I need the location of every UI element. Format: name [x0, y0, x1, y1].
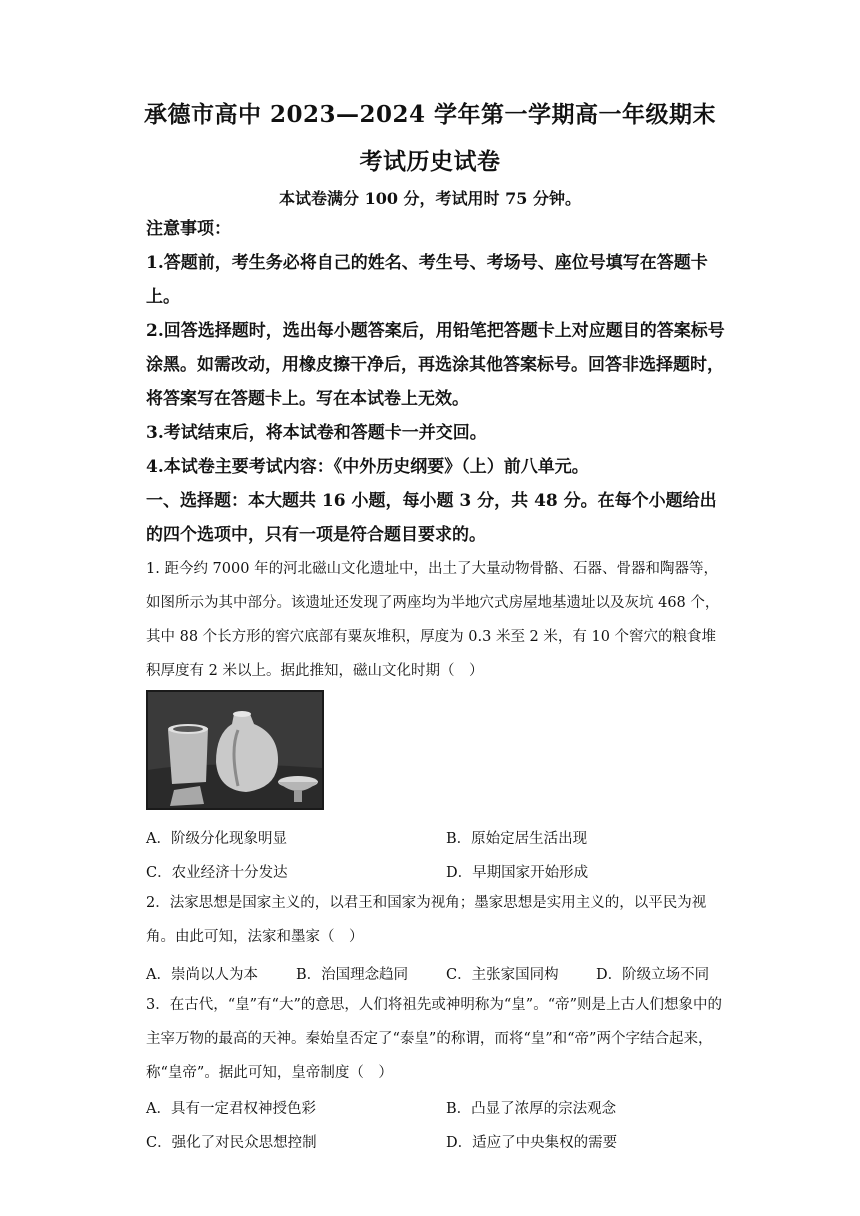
- note-item-1: 1.答题前，考生务必将自己的姓名、考生号、考场号、座位号填写在答题卡上。: [146, 253, 708, 307]
- question-2-option-c[interactable]: C．主张家国同构: [446, 967, 559, 983]
- note-item-4: 4.本试卷主要考试内容：《中外历史纲要》（上）前八单元。: [146, 457, 589, 477]
- question-3-option-a[interactable]: A．具有一定君权神授色彩: [146, 1101, 316, 1117]
- question-2-option-b[interactable]: B．治国理念趋同: [296, 967, 409, 983]
- notes-heading: 注意事项：: [146, 219, 231, 239]
- question-1-option-c[interactable]: C．农业经济十分发达: [146, 865, 288, 881]
- question-1-option-d[interactable]: D．早期国家开始形成: [446, 865, 589, 881]
- question-1-stem: 1. 距今约 7000 年的河北磁山文化遗址中，出土了大量动物骨骼、石器、骨器和陶器等，如图所示为其中部分。该遗址还发现了两座均为半地穴式房屋地基遗址以及灰坑 468 个，其中 88 个长方形的窖穴底部有粟灰堆积，厚度为 0.3 米至 2 米，有 10 个窖穴的粮食堆积厚度有 2 米以上。据此推知，磁山文化时期（ ）: [146, 561, 720, 679]
- exam-title-line-2: 考试历史试卷: [359, 148, 501, 175]
- exam-title-line-1: 承德市高中 2023—2024 学年第一学期高一年级期末: [143, 101, 717, 128]
- note-item-2: 2.回答选择题时，选出每小题答案后，用铅笔把答题卡上对应题目的答案标号涂黑。如需改动，用橡皮擦干净后，再选涂其他答案标号。回答非选择题时，将答案写在答题卡上。写在本试卷上无效。: [146, 321, 725, 409]
- question-1-option-b[interactable]: B．原始定居生活出现: [446, 831, 588, 847]
- exam-subtitle: 本试卷满分 100 分，考试用时 75 分钟。: [279, 189, 581, 208]
- question-3-option-c[interactable]: C．强化了对民众思想控制: [146, 1135, 317, 1151]
- question-2-option-d[interactable]: D．阶级立场不同: [596, 967, 710, 983]
- question-2-option-a[interactable]: A．崇尚以人为本: [146, 967, 258, 983]
- question-1-option-a[interactable]: A．阶级分化现象明显: [146, 831, 287, 847]
- question-3-option-b[interactable]: B．凸显了浓厚的宗法观念: [446, 1101, 617, 1117]
- section-heading: 一、选择题：本大题共 16 小题，每小题 3 分，共 48 分。在每个小题给出的四个选项中，只有一项是符合题目要求的。: [146, 491, 717, 545]
- question-3-stem: 3．在古代，“皇”有“大”的意思，人们将祖先或神明称为“皇”。“帝”则是上古人们想象中的主宰万物的最高的天神。秦始皇否定了“泰皇”的称谓，而将“皇”和“帝”两个字结合起来，称“皇帝”。据此可知，皇帝制度（ ）: [146, 997, 723, 1081]
- question-3-option-d[interactable]: D．适应了中央集权的需要: [446, 1135, 618, 1151]
- note-item-3: 3.考试结束后，将本试卷和答题卡一并交回。: [146, 423, 487, 443]
- question-2-stem: 2．法家思想是国家主义的，以君王和国家为视角；墨家思想是实用主义的，以平民为视角。由此可知，法家和墨家（ ）: [146, 895, 707, 945]
- pottery-photo: [146, 690, 324, 810]
